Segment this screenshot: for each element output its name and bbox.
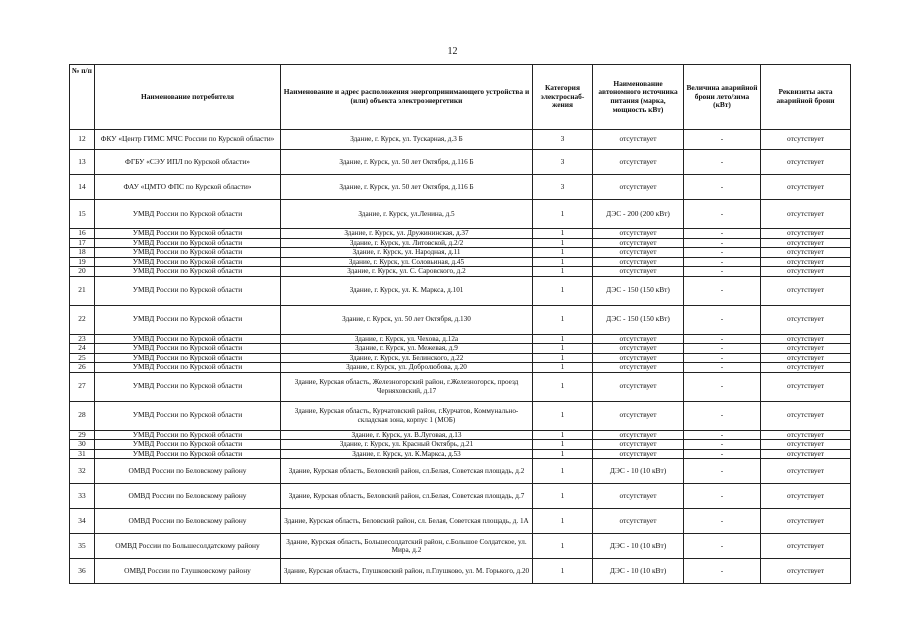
cell-num: 21 bbox=[70, 276, 95, 305]
cell-category: 1 bbox=[533, 353, 593, 363]
cell-act: отсутствует bbox=[761, 430, 851, 440]
cell-num: 12 bbox=[70, 130, 95, 150]
cell-category: 1 bbox=[533, 401, 593, 430]
table-row bbox=[70, 449, 851, 459]
header-source: Наименование автономного источника питания (марка, мощность кВт) bbox=[593, 65, 684, 130]
cell-num: 36 bbox=[70, 559, 95, 584]
table-row bbox=[70, 372, 851, 401]
cell-act: отсутствует bbox=[761, 484, 851, 509]
cell-reserve: - bbox=[684, 372, 761, 401]
cell-num: 16 bbox=[70, 229, 95, 239]
cell-category: 3 bbox=[533, 150, 593, 175]
cell-category: 3 bbox=[533, 175, 593, 200]
cell-consumer: УМВД России по Курской области bbox=[95, 267, 281, 277]
cell-act: отсутствует bbox=[761, 257, 851, 267]
table-row bbox=[70, 267, 851, 277]
cell-consumer: УМВД России по Курской области bbox=[95, 200, 281, 229]
cell-num: 30 bbox=[70, 440, 95, 450]
cell-num: 28 bbox=[70, 401, 95, 430]
cell-source: отсутствует bbox=[593, 372, 684, 401]
cell-consumer: ОМВД России по Глушковскому району bbox=[95, 559, 281, 584]
cell-reserve: - bbox=[684, 449, 761, 459]
cell-reserve: - bbox=[684, 200, 761, 229]
cell-category: 1 bbox=[533, 372, 593, 401]
cell-act: отсутствует bbox=[761, 334, 851, 344]
cell-source: отсутствует bbox=[593, 175, 684, 200]
cell-act: отсутствует bbox=[761, 305, 851, 334]
cell-source: отсутствует bbox=[593, 229, 684, 239]
cell-source: отсутствует bbox=[593, 238, 684, 248]
cell-category: 3 bbox=[533, 130, 593, 150]
cell-num: 26 bbox=[70, 363, 95, 373]
cell-num: 18 bbox=[70, 248, 95, 258]
cell-source: ДЭС - 10 (10 кВт) bbox=[593, 559, 684, 584]
page-number: 12 bbox=[447, 46, 458, 57]
cell-act: отсутствует bbox=[761, 229, 851, 239]
table-row bbox=[70, 509, 851, 534]
header-act: Реквизиты акта аварийной брони bbox=[761, 65, 851, 130]
table-row bbox=[70, 534, 851, 559]
cell-category: 1 bbox=[533, 267, 593, 277]
cell-category: 1 bbox=[533, 248, 593, 258]
cell-category: 1 bbox=[533, 440, 593, 450]
cell-act: отсутствует bbox=[761, 267, 851, 277]
cell-category: 1 bbox=[533, 200, 593, 229]
cell-reserve: - bbox=[684, 229, 761, 239]
cell-source: ДЭС - 150 (150 кВт) bbox=[593, 305, 684, 334]
cell-address: Здание, г. Курск, ул. К. Маркса, д.101 bbox=[281, 276, 533, 305]
cell-source: отсутствует bbox=[593, 344, 684, 354]
cell-consumer: ОМВД России по Большесолдатскому району bbox=[95, 534, 281, 559]
cell-consumer: ФГБУ «СЭУ ИПЛ по Курской области» bbox=[95, 150, 281, 175]
cell-num: 14 bbox=[70, 175, 95, 200]
cell-source: ДЭС - 10 (10 кВт) bbox=[593, 459, 684, 484]
cell-reserve: - bbox=[684, 257, 761, 267]
table-row bbox=[70, 229, 851, 239]
cell-act: отсутствует bbox=[761, 509, 851, 534]
cell-act: отсутствует bbox=[761, 534, 851, 559]
cell-source: отсутствует bbox=[593, 509, 684, 534]
cell-source: отсутствует bbox=[593, 449, 684, 459]
header-reserve: Величина аварийной брони лето/зима (кВт) bbox=[684, 65, 761, 130]
cell-num: 17 bbox=[70, 238, 95, 248]
cell-address: Здание, г. Курск, ул. 50 лет Октября, д.130 bbox=[281, 305, 533, 334]
table-row bbox=[70, 344, 851, 354]
cell-reserve: - bbox=[684, 276, 761, 305]
cell-reserve: - bbox=[684, 363, 761, 373]
cell-consumer: УМВД России по Курской области bbox=[95, 248, 281, 258]
cell-source: отсутствует bbox=[593, 484, 684, 509]
cell-category: 1 bbox=[533, 229, 593, 239]
cell-address: Здание, г. Курск, ул. Дружининская, д.37 bbox=[281, 229, 533, 239]
cell-address: Здание, Курская область, Беловский район, сл. Белая, Советская площадь, д. 1А bbox=[281, 509, 533, 534]
cell-reserve: - bbox=[684, 459, 761, 484]
cell-num: 27 bbox=[70, 372, 95, 401]
header-address: Наименование и адрес расположения энергопринимающего устройства и (или) объекта электроэнергетики bbox=[281, 65, 533, 130]
cell-source: ДЭС - 10 (10 кВт) bbox=[593, 534, 684, 559]
table-body bbox=[70, 130, 851, 584]
cell-address: Здание, Курская область, Беловский район, сл.Белая, Советская площадь, д.7 bbox=[281, 484, 533, 509]
cell-address: Здание, Курская область, Глушковский район, п.Глушково, ул. М. Горького, д.20 bbox=[281, 559, 533, 584]
table-row bbox=[70, 559, 851, 584]
cell-consumer: УМВД России по Курской области bbox=[95, 372, 281, 401]
cell-num: 19 bbox=[70, 257, 95, 267]
cell-reserve: - bbox=[684, 130, 761, 150]
cell-act: отсутствует bbox=[761, 401, 851, 430]
cell-address: Здание, г. Курск, ул. Тускарная, д.3 Б bbox=[281, 130, 533, 150]
cell-address: Здание, г. Курск, ул.Ленина, д.5 bbox=[281, 200, 533, 229]
cell-act: отсутствует bbox=[761, 344, 851, 354]
cell-act: отсутствует bbox=[761, 459, 851, 484]
cell-address: Здание, Курская область, Курчатовский район, г.Курчатов, Коммунально-складская зона, корпус 1 (МОБ) bbox=[281, 401, 533, 430]
cell-address: Здание, Курская область, Большесолдатский район, с.Большое Солдатское, ул. Мира, д.2 bbox=[281, 534, 533, 559]
cell-num: 31 bbox=[70, 449, 95, 459]
table-header-row bbox=[70, 65, 851, 130]
cell-category: 1 bbox=[533, 344, 593, 354]
cell-reserve: - bbox=[684, 175, 761, 200]
header-num: № п/п bbox=[70, 65, 95, 130]
cell-source: отсутствует bbox=[593, 430, 684, 440]
cell-address: Здание, Курская область, Железногорский район, г.Железногорск, проезд Черняховский, д.17 bbox=[281, 372, 533, 401]
cell-reserve: - bbox=[684, 267, 761, 277]
cell-category: 1 bbox=[533, 238, 593, 248]
table-row bbox=[70, 175, 851, 200]
cell-source: отсутствует bbox=[593, 334, 684, 344]
cell-act: отсутствует bbox=[761, 238, 851, 248]
cell-act: отсутствует bbox=[761, 363, 851, 373]
cell-num: 29 bbox=[70, 430, 95, 440]
cell-source: отсутствует bbox=[593, 257, 684, 267]
table-row bbox=[70, 484, 851, 509]
cell-num: 23 bbox=[70, 334, 95, 344]
cell-source: отсутствует bbox=[593, 130, 684, 150]
cell-num: 20 bbox=[70, 267, 95, 277]
cell-num: 35 bbox=[70, 534, 95, 559]
cell-reserve: - bbox=[684, 334, 761, 344]
cell-consumer: УМВД России по Курской области bbox=[95, 229, 281, 239]
cell-consumer: ОМВД России по Беловскому району bbox=[95, 484, 281, 509]
cell-num: 25 bbox=[70, 353, 95, 363]
cell-address: Здание, Курская область, Беловский район, сл.Белая, Советская площадь, д.2 bbox=[281, 459, 533, 484]
cell-consumer: УМВД России по Курской области bbox=[95, 238, 281, 248]
cell-reserve: - bbox=[684, 238, 761, 248]
cell-num: 13 bbox=[70, 150, 95, 175]
cell-consumer: УМВД России по Курской области bbox=[95, 276, 281, 305]
cell-reserve: - bbox=[684, 150, 761, 175]
cell-consumer: УМВД России по Курской области bbox=[95, 344, 281, 354]
cell-reserve: - bbox=[684, 353, 761, 363]
cell-consumer: ФКУ «Центр ГИМС МЧС России по Курской области» bbox=[95, 130, 281, 150]
cell-consumer: УМВД России по Курской области bbox=[95, 305, 281, 334]
cell-category: 1 bbox=[533, 534, 593, 559]
cell-address: Здание, г. Курск, ул. 50 лет Октября, д.116 Б bbox=[281, 150, 533, 175]
cell-num: 33 bbox=[70, 484, 95, 509]
table-row bbox=[70, 238, 851, 248]
cell-act: отсутствует bbox=[761, 248, 851, 258]
table-row bbox=[70, 440, 851, 450]
table-row bbox=[70, 276, 851, 305]
cell-consumer: УМВД России по Курской области bbox=[95, 440, 281, 450]
cell-category: 1 bbox=[533, 276, 593, 305]
table-row bbox=[70, 248, 851, 258]
table-row bbox=[70, 130, 851, 150]
cell-act: отсутствует bbox=[761, 449, 851, 459]
cell-act: отсутствует bbox=[761, 150, 851, 175]
cell-reserve: - bbox=[684, 440, 761, 450]
cell-act: отсутствует bbox=[761, 200, 851, 229]
cell-consumer: УМВД России по Курской области bbox=[95, 363, 281, 373]
cell-address: Здание, г. Курск, ул. Белинского, д.22 bbox=[281, 353, 533, 363]
cell-category: 1 bbox=[533, 334, 593, 344]
cell-address: Здание, г. Курск, ул. Чехова, д.12а bbox=[281, 334, 533, 344]
consumers-table bbox=[69, 64, 851, 584]
cell-source: отсутствует bbox=[593, 248, 684, 258]
cell-source: отсутствует bbox=[593, 150, 684, 175]
cell-category: 1 bbox=[533, 257, 593, 267]
cell-act: отсутствует bbox=[761, 276, 851, 305]
cell-act: отсутствует bbox=[761, 130, 851, 150]
header-consumer: Наименование потребителя bbox=[95, 65, 281, 130]
table-row bbox=[70, 430, 851, 440]
cell-num: 34 bbox=[70, 509, 95, 534]
cell-category: 1 bbox=[533, 559, 593, 584]
cell-reserve: - bbox=[684, 509, 761, 534]
cell-consumer: УМВД России по Курской области bbox=[95, 401, 281, 430]
cell-consumer: УМВД России по Курской области bbox=[95, 449, 281, 459]
cell-consumer: УМВД России по Курской области bbox=[95, 334, 281, 344]
table-row bbox=[70, 305, 851, 334]
cell-source: отсутствует bbox=[593, 353, 684, 363]
cell-category: 1 bbox=[533, 305, 593, 334]
cell-act: отсутствует bbox=[761, 559, 851, 584]
cell-consumer: ОМВД России по Беловскому району bbox=[95, 509, 281, 534]
cell-reserve: - bbox=[684, 305, 761, 334]
cell-source: ДЭС - 150 (150 кВт) bbox=[593, 276, 684, 305]
cell-num: 32 bbox=[70, 459, 95, 484]
cell-num: 15 bbox=[70, 200, 95, 229]
cell-reserve: - bbox=[684, 430, 761, 440]
cell-address: Здание, г. Курск, ул. Межевая, д.9 bbox=[281, 344, 533, 354]
cell-address: Здание, г. Курск, ул. Добролюбова, д.20 bbox=[281, 363, 533, 373]
cell-consumer: ОМВД России по Беловскому району bbox=[95, 459, 281, 484]
cell-source: отсутствует bbox=[593, 363, 684, 373]
cell-reserve: - bbox=[684, 559, 761, 584]
cell-source: отсутствует bbox=[593, 267, 684, 277]
cell-consumer: УМВД России по Курской области bbox=[95, 430, 281, 440]
cell-consumer: ФАУ «ЦМТО ФПС по Курской области» bbox=[95, 175, 281, 200]
cell-act: отсутствует bbox=[761, 440, 851, 450]
cell-address: Здание, г. Курск, ул. С. Саровского, д.2 bbox=[281, 267, 533, 277]
cell-reserve: - bbox=[684, 534, 761, 559]
table-row bbox=[70, 150, 851, 175]
cell-act: отсутствует bbox=[761, 175, 851, 200]
cell-reserve: - bbox=[684, 484, 761, 509]
cell-address: Здание, г. Курск, ул. 50 лет Октября, д.116 Б bbox=[281, 175, 533, 200]
cell-reserve: - bbox=[684, 344, 761, 354]
cell-source: отсутствует bbox=[593, 401, 684, 430]
cell-address: Здание, г. Курск, ул. К.Маркса, д.53 bbox=[281, 449, 533, 459]
table-row bbox=[70, 363, 851, 373]
cell-address: Здание, г. Курск, ул. В.Луговая, д.13 bbox=[281, 430, 533, 440]
cell-category: 1 bbox=[533, 459, 593, 484]
cell-address: Здание, г. Курск, ул. Соловьиная, д.45 bbox=[281, 257, 533, 267]
cell-num: 24 bbox=[70, 344, 95, 354]
table-row bbox=[70, 257, 851, 267]
cell-address: Здание, г. Курск, ул. Народная, д.11 bbox=[281, 248, 533, 258]
cell-consumer: УМВД России по Курской области bbox=[95, 353, 281, 363]
table-row bbox=[70, 353, 851, 363]
cell-act: отсутствует bbox=[761, 353, 851, 363]
table-row bbox=[70, 200, 851, 229]
table-row bbox=[70, 334, 851, 344]
cell-num: 22 bbox=[70, 305, 95, 334]
cell-reserve: - bbox=[684, 248, 761, 258]
cell-category: 1 bbox=[533, 449, 593, 459]
table-row bbox=[70, 459, 851, 484]
cell-category: 1 bbox=[533, 509, 593, 534]
cell-consumer: УМВД России по Курской области bbox=[95, 257, 281, 267]
cell-source: ДЭС - 200 (200 кВт) bbox=[593, 200, 684, 229]
cell-category: 1 bbox=[533, 484, 593, 509]
cell-address: Здание, г. Курск, ул. Красный Октябрь, д.21 bbox=[281, 440, 533, 450]
cell-category: 1 bbox=[533, 430, 593, 440]
table-row bbox=[70, 401, 851, 430]
header-category: Категория электроснаб-жения bbox=[533, 65, 593, 130]
cell-category: 1 bbox=[533, 363, 593, 373]
cell-reserve: - bbox=[684, 401, 761, 430]
cell-address: Здание, г. Курск, ул. Литовской, д.2/2 bbox=[281, 238, 533, 248]
cell-act: отсутствует bbox=[761, 372, 851, 401]
cell-source: отсутствует bbox=[593, 440, 684, 450]
